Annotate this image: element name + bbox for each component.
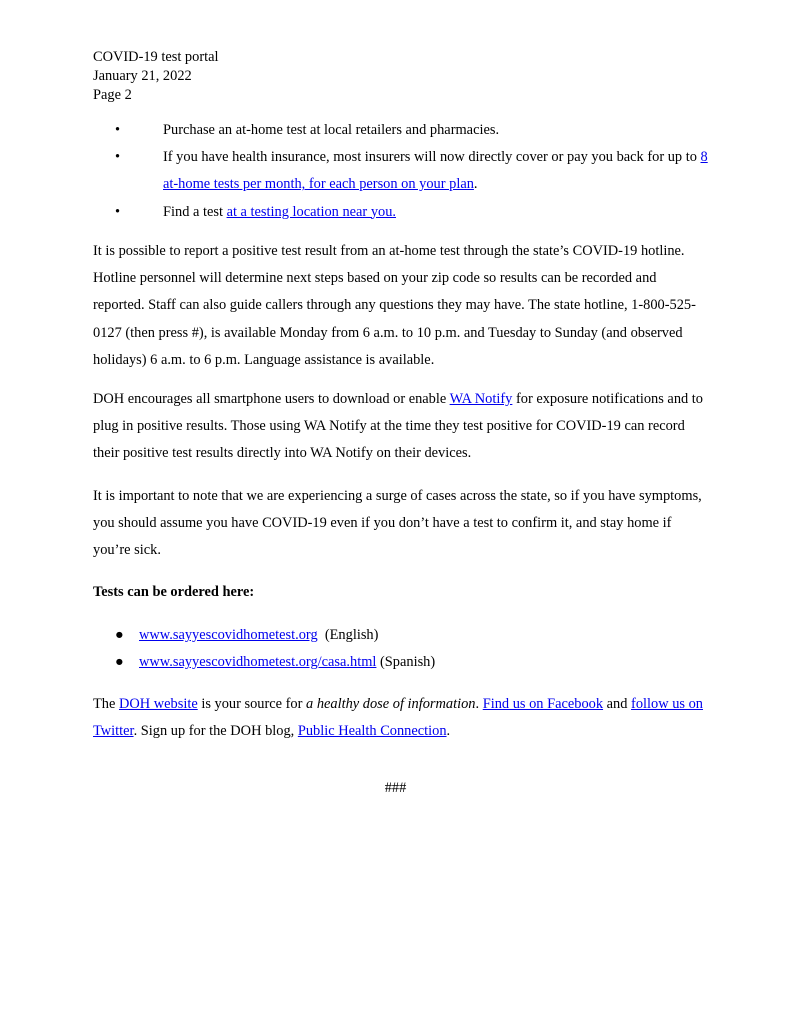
header-date: January 21, 2022 (93, 68, 192, 84)
resources-paragraph (93, 691, 703, 745)
bullet-marker: • (115, 122, 121, 138)
surge-paragraph: It is important to note that we are experiencing a surge of cases across the state, so if you have symptoms, you should assume you have COVID-19 even if you don’t have a test to confirm it, and stay home if you’re sick. (93, 488, 702, 559)
bullet-text-end: . (473, 176, 478, 193)
paragraph-text: The (93, 696, 119, 712)
bullet-text: If you have health insurance, most insurers will now directly cover or pay you back for up to (163, 149, 701, 166)
header-title: COVID-19 test portal (93, 49, 219, 65)
testing-location-link[interactable]: at a testing location near you. (226, 203, 396, 220)
blog-link[interactable]: Public Health Connection (297, 723, 447, 740)
wa-notify-link[interactable]: WA Notify (449, 391, 513, 407)
list-item (93, 117, 713, 144)
paragraph-text: . (475, 696, 483, 712)
hotline-paragraph: It is possible to report a positive test result from an at-home test through the state’s COVID-19 hotline. Hotline personnel will determine next steps based on your zip code so results can be recorded and reported. Staff can also guide callers through any questions they may have. The state hotline, 1-800-525-0127 (then press #), is available Monday from 6 a.m. to 10 p.m. and Tuesday to Sunday (and observed holidays) 6 a.m. to 6 p.m. Language assistance is available. (93, 243, 696, 368)
header-page-number: Page 2 (93, 87, 132, 103)
bullet-text: Find a test (163, 203, 227, 220)
options-bullet-list (93, 117, 713, 226)
paragraph-text: DOH encourages all smartphone users to download or enable (93, 391, 450, 407)
tagline-text: a healthy dose of information (306, 696, 476, 712)
twitter-link[interactable]: follow us on Twitter (93, 696, 703, 740)
insurance-tests-link[interactable]: 8 at-home tests per month, for each person on your plan (163, 149, 708, 193)
paragraph-text: and (603, 696, 632, 712)
bullet-marker: ● (115, 627, 124, 643)
order-links-list (93, 622, 713, 676)
list-item (93, 649, 713, 676)
paragraph-text: . (446, 723, 451, 740)
bullet-marker: • (115, 203, 121, 220)
bullet-marker: ● (115, 654, 124, 671)
list-item (93, 144, 713, 198)
paragraph-text: . Sign up for the DOH blog, (133, 723, 298, 740)
facebook-link[interactable]: Find us on Facebook (482, 696, 604, 712)
wa-notify-paragraph (93, 386, 703, 468)
paragraph-text: for exposure notifications and to plug in positive results. Those using WA Notify at the time they test positive for COVID-19 can record their positive test results directly into WA Notify on their devices. (93, 391, 704, 462)
list-item (93, 622, 713, 649)
bullet-text: Purchase an at-home test at local retailers and pharmacies. (163, 122, 500, 138)
end-of-document-mark: ### (384, 780, 407, 796)
english-order-link[interactable]: www.sayyescovidhometest.org (139, 627, 318, 643)
paragraph-text: is your source for (197, 696, 307, 712)
page-header (93, 48, 219, 105)
language-label: (English) (317, 627, 379, 643)
doh-website-link[interactable]: DOH website (118, 696, 198, 712)
order-heading: Tests can be ordered here: (93, 584, 255, 600)
language-label: (Spanish) (376, 654, 436, 671)
bullet-marker: • (115, 149, 121, 166)
spanish-order-link[interactable]: www.sayyescovidhometest.org/casa.html (139, 654, 377, 671)
list-item (93, 199, 713, 226)
